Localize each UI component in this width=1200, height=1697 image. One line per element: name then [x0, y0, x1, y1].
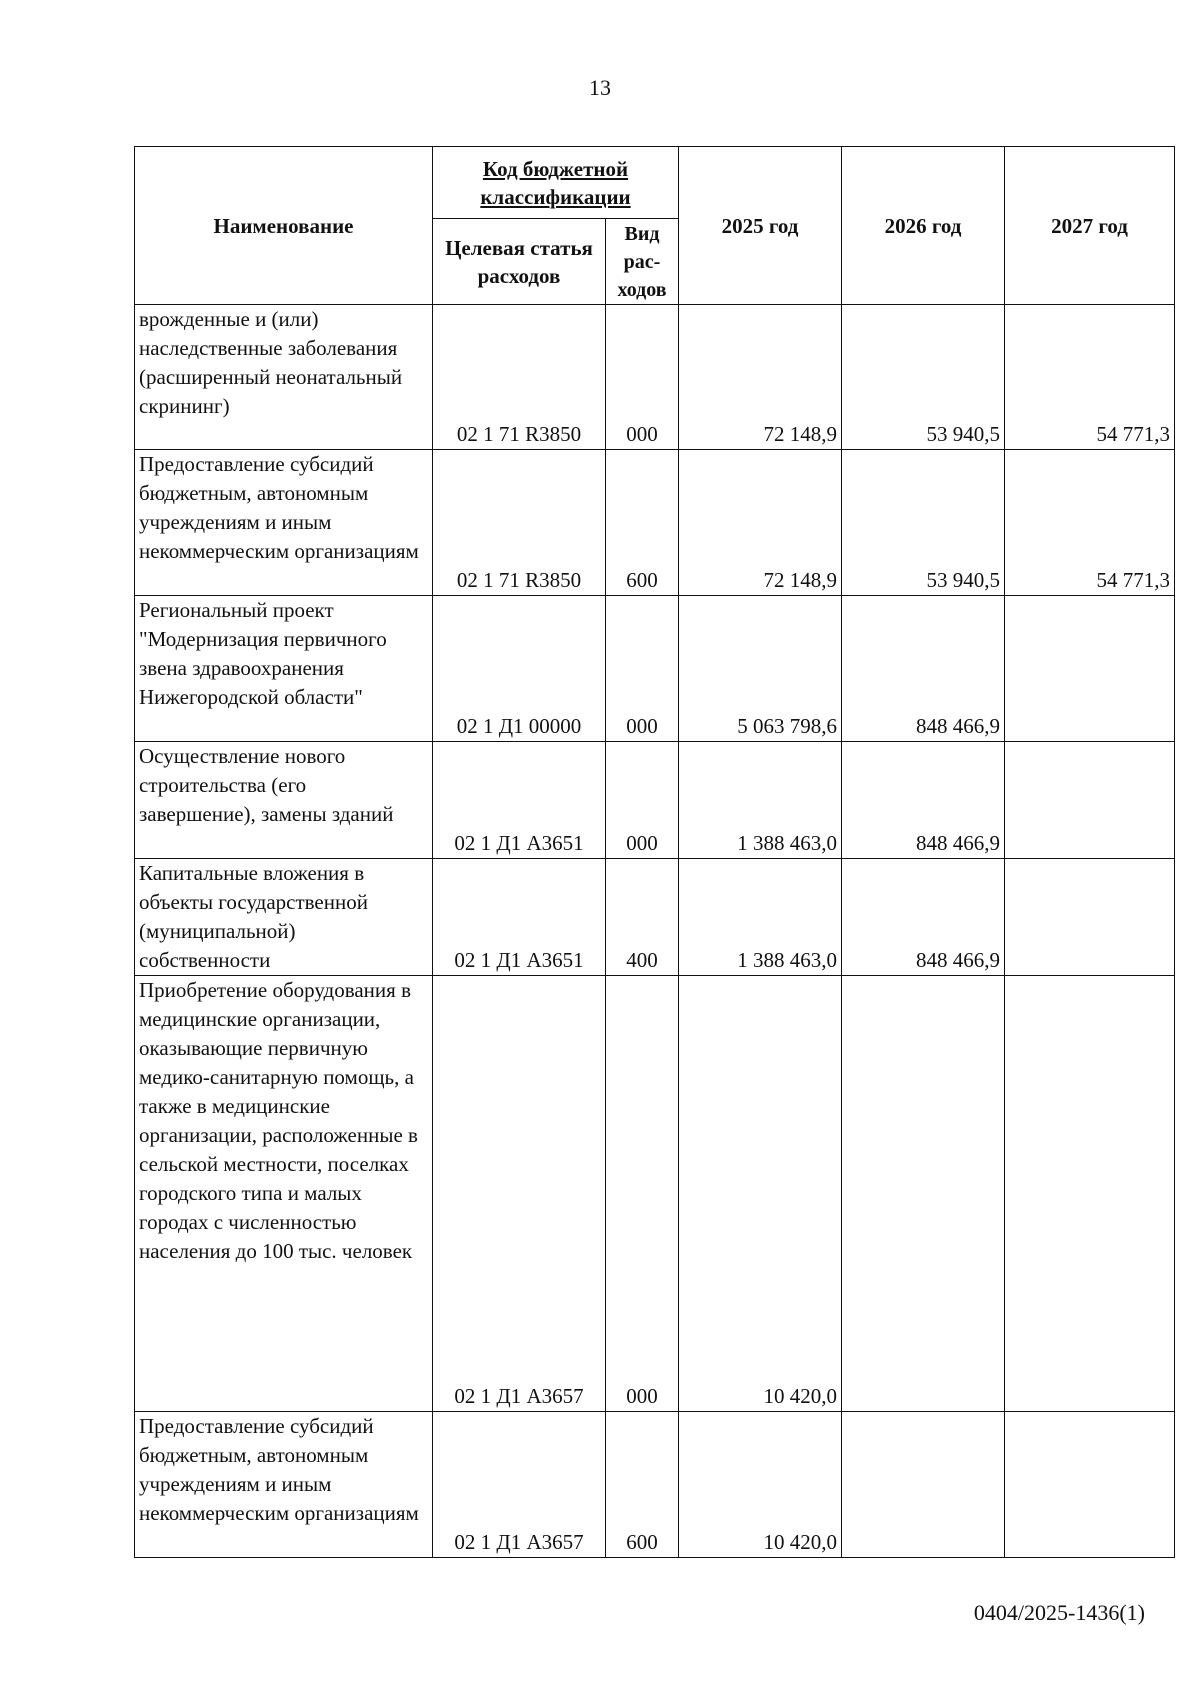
row-value-2025: 72 148,9 — [679, 450, 842, 596]
row-expense-type: 000 — [606, 305, 679, 450]
row-target-article: 02 1 Д1 А3657 — [433, 1412, 606, 1558]
row-value-2026: 53 940,5 — [842, 450, 1005, 596]
header-year-2026: 2026 год — [842, 147, 1005, 305]
row-name: Капитальные вложения в объекты государственной (муниципальной) собственности — [135, 859, 433, 976]
header-name: Наименование — [135, 147, 433, 305]
header-budget-code-group: Код бюджетной классификации — [433, 147, 679, 219]
row-name: врожденные и (или) наследственные заболевания (расширенный неонатальный скрининг) — [135, 305, 433, 450]
page-number: 13 — [589, 75, 611, 100]
row-name: Приобретение оборудования в медицинские организации, оказывающие первичную медико-санитарную помощь, а также в медицинские организации, расположенные в сельской местности, поселках городского типа и малых городах с численностью населения до 100 тыс. человек — [135, 976, 433, 1412]
row-target-article: 02 1 Д1 А3657 — [433, 976, 606, 1412]
table-row — [135, 450, 1175, 596]
row-value-2026: 848 466,9 — [842, 742, 1005, 859]
row-value-2027 — [1005, 596, 1175, 742]
row-expense-type: 400 — [606, 859, 679, 976]
row-value-2025: 1 388 463,0 — [679, 859, 842, 976]
row-value-2026: 848 466,9 — [842, 596, 1005, 742]
table-row — [135, 976, 1175, 1412]
row-value-2025: 10 420,0 — [679, 976, 842, 1412]
row-target-article: 02 1 Д1 А3651 — [433, 859, 606, 976]
header-year-2025: 2025 год — [679, 147, 842, 305]
row-target-article: 02 1 Д1 А3651 — [433, 742, 606, 859]
row-expense-type: 000 — [606, 596, 679, 742]
header-expense-type: Вид рас-ходов — [606, 219, 679, 305]
row-expense-type: 600 — [606, 1412, 679, 1558]
row-value-2027 — [1005, 976, 1175, 1412]
row-value-2027 — [1005, 1412, 1175, 1558]
row-value-2025: 72 148,9 — [679, 305, 842, 450]
row-expense-type: 000 — [606, 976, 679, 1412]
table-row — [135, 596, 1175, 742]
row-name: Предоставление субсидий бюджетным, автономным учреждениям и иным некоммерческим организациям — [135, 1412, 433, 1558]
row-value-2026: 848 466,9 — [842, 859, 1005, 976]
row-expense-type: 600 — [606, 450, 679, 596]
row-target-article: 02 1 71 R3850 — [433, 450, 606, 596]
row-expense-type: 000 — [606, 742, 679, 859]
table-row — [135, 859, 1175, 976]
row-value-2027: 54 771,3 — [1005, 305, 1175, 450]
row-value-2025: 1 388 463,0 — [679, 742, 842, 859]
header-year-2027: 2027 год — [1005, 147, 1175, 305]
table-row — [135, 305, 1175, 450]
row-value-2025: 5 063 798,6 — [679, 596, 842, 742]
row-value-2027 — [1005, 742, 1175, 859]
row-name: Региональный проект "Модернизация первичного звена здравоохранения Нижегородской области" — [135, 596, 433, 742]
row-value-2026 — [842, 1412, 1005, 1558]
row-value-2026 — [842, 976, 1005, 1412]
row-name: Осуществление нового строительства (его завершение), замены зданий — [135, 742, 433, 859]
row-value-2027: 54 771,3 — [1005, 450, 1175, 596]
row-target-article: 02 1 Д1 00000 — [433, 596, 606, 742]
document-code: 0404/2025-1436(1) — [973, 1600, 1145, 1625]
table-row — [135, 1412, 1175, 1558]
row-value-2026: 53 940,5 — [842, 305, 1005, 450]
row-name: Предоставление субсидий бюджетным, автономным учреждениям и иным некоммерческим организациям — [135, 450, 433, 596]
table-header — [135, 147, 1175, 305]
row-value-2025: 10 420,0 — [679, 1412, 842, 1558]
row-value-2027 — [1005, 859, 1175, 976]
row-target-article: 02 1 71 R3850 — [433, 305, 606, 450]
budget-table — [134, 146, 1175, 1558]
table-row — [135, 742, 1175, 859]
header-target-article: Целевая статья расходов — [433, 219, 606, 305]
